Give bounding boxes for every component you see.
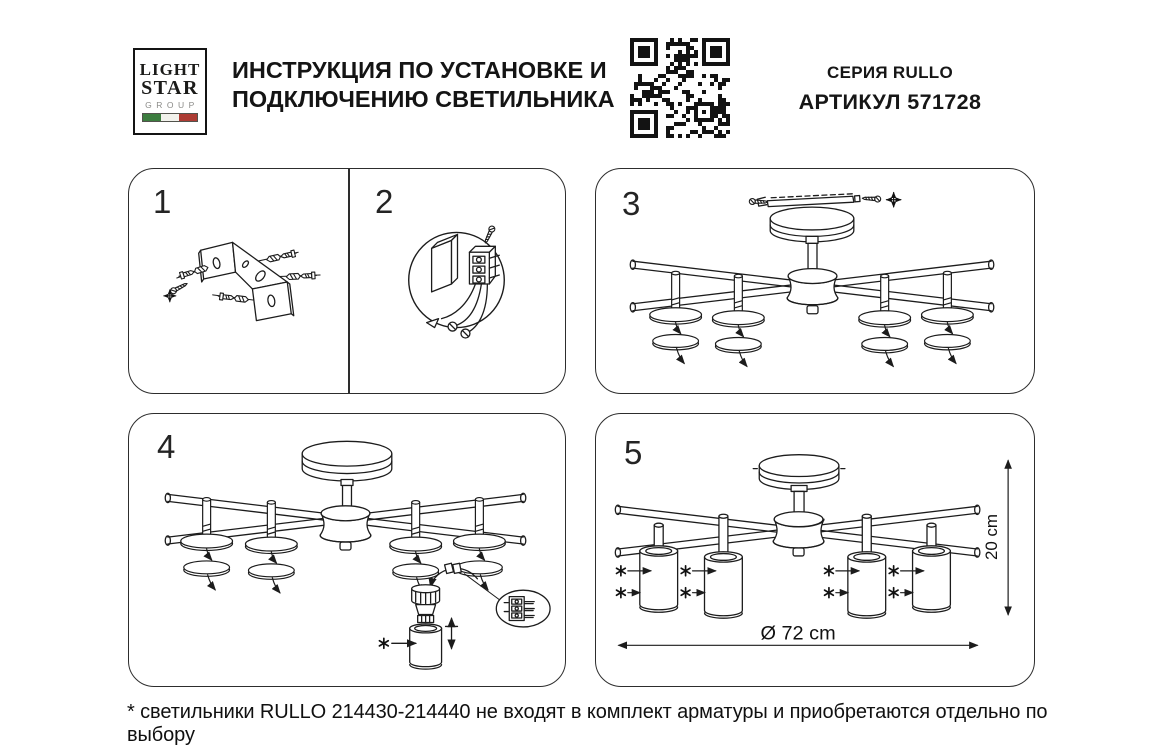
- product-info: [772, 63, 1008, 115]
- logo-flag-segment-2: [179, 114, 197, 121]
- panel-step-5: [595, 413, 1035, 687]
- ceiling-canopy: [302, 441, 392, 513]
- panel-step-4: [128, 413, 566, 687]
- qr-code-icon: [630, 38, 730, 138]
- central-hub: [320, 506, 371, 550]
- cylinder-shade-drawing: [913, 546, 951, 612]
- logo-word-group: GROUP: [145, 99, 199, 110]
- ceiling-mounting-bar: [749, 193, 901, 207]
- diameter-dimension-label: Ø 72 cm: [760, 622, 836, 645]
- cylinder-shade-drawing: [705, 552, 743, 618]
- step4-diagram: [129, 414, 565, 686]
- small-screw-icon: [169, 281, 188, 295]
- height-dimension-label: 20 cm: [982, 514, 1002, 561]
- panel-divider: [348, 169, 350, 393]
- central-hub: [773, 512, 824, 556]
- screw-and-dowel-icon: [286, 272, 317, 280]
- step3-diagram: [596, 169, 1034, 393]
- cylinder-shade-drawing: [848, 552, 886, 618]
- ceiling-canopy: [753, 455, 845, 518]
- logo-flag-segment-0: [143, 114, 161, 121]
- panel-step-1-2: [128, 168, 566, 394]
- cylinder-shade-drawing: [640, 546, 678, 612]
- lamp-holder-drawing: [181, 498, 233, 590]
- step5-diagram: [596, 414, 1034, 686]
- lamp-holder-drawing: [922, 271, 974, 363]
- mounting-bracket-drawing: [164, 242, 320, 320]
- asterisk-marker: [379, 638, 388, 648]
- logo-word-light: LIGHT: [139, 59, 201, 79]
- lamp-holder-drawing: [859, 274, 911, 366]
- step-number-3: 3: [622, 185, 641, 222]
- article-label: АРТИКУЛ 571728: [798, 90, 982, 114]
- direction-cross-arrows-icon: [886, 193, 900, 207]
- step-number-2: 2: [375, 183, 394, 220]
- lightstar-logo: [133, 48, 207, 135]
- ceiling-canopy: [770, 207, 854, 276]
- screw-and-dowel-icon: [266, 250, 297, 263]
- central-hub: [787, 269, 838, 314]
- title-line-1: ИНСТРУКЦИЯ ПО УСТАНОВКЕ И: [232, 57, 607, 83]
- logo-flag-segment-1: [161, 114, 179, 121]
- step-number-1: 1: [153, 183, 172, 220]
- page-title: [232, 56, 615, 114]
- lamp-holder-drawing: [712, 274, 764, 366]
- lamp-holder-drawing: [245, 501, 297, 593]
- logo-word-star: STAR: [141, 76, 199, 99]
- lamp-holder-drawing: [454, 498, 506, 590]
- wiring-detail-drawing: [409, 225, 505, 338]
- series-label: СЕРИЯ RULLO: [827, 63, 953, 82]
- step-number-5: 5: [624, 434, 643, 471]
- footnote: * светильники RULLO 214430-214440 не входят в комплект арматуры и приобретаются отдельно по выбору: [127, 701, 1048, 746]
- step1-2-diagram: [129, 169, 565, 393]
- terminal-block-magnifier: [496, 590, 550, 627]
- screw-and-dowel-icon: [218, 293, 249, 303]
- panel-step-3: [595, 168, 1035, 394]
- italian-flag-stripe: [142, 113, 198, 122]
- title-line-2: ПОДКЛЮЧЕНИЮ СВЕТИЛЬНИКА: [232, 86, 615, 112]
- step-number-4: 4: [157, 428, 176, 465]
- lamp-holder-drawing: [650, 271, 702, 363]
